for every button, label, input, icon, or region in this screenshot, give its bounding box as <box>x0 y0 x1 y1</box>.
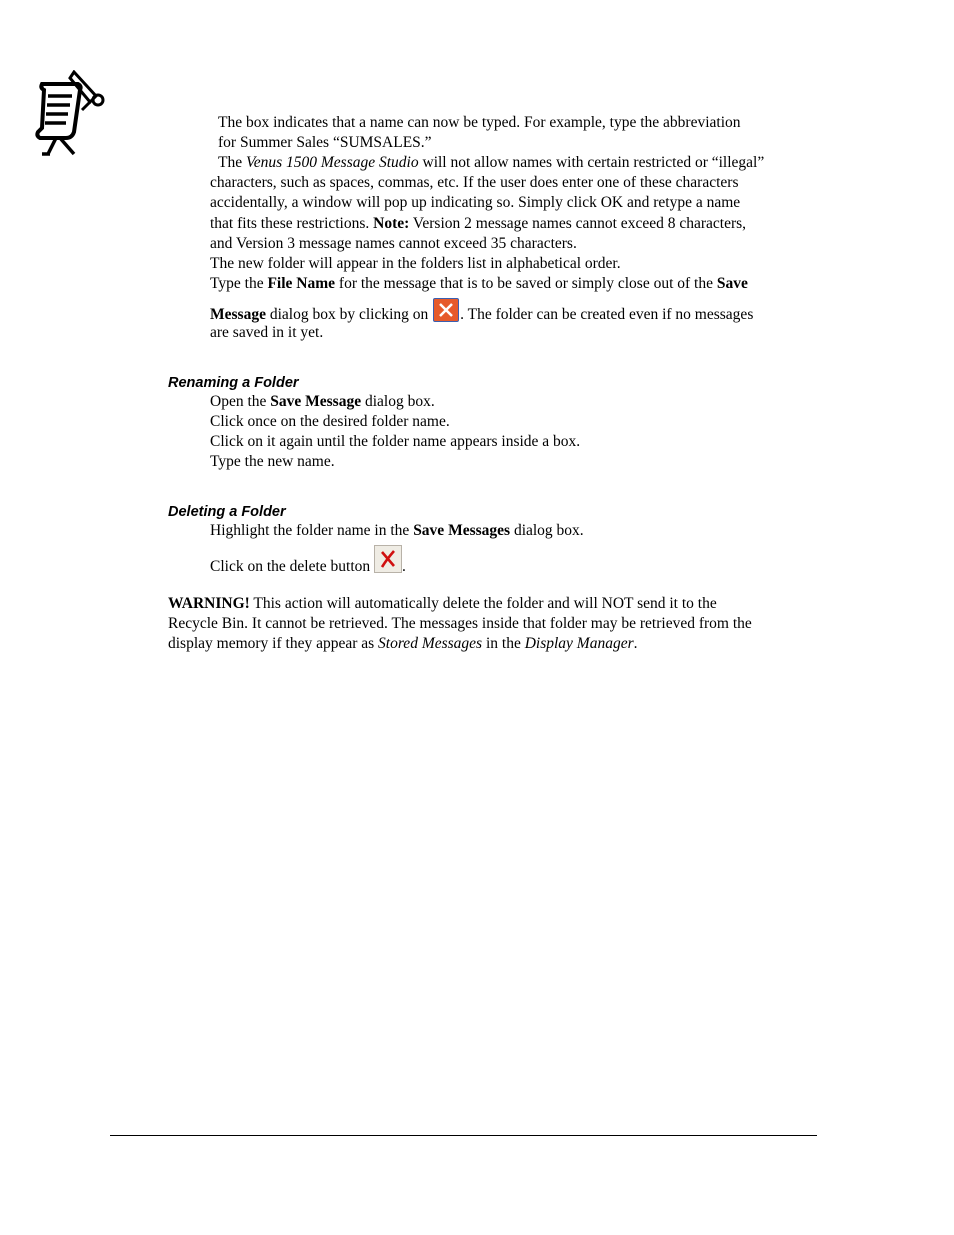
intro-line: Message dialog box by clicking on . The folder can be created even if no messages <box>210 298 753 325</box>
footer-rule <box>110 1135 817 1136</box>
renaming-heading: Renaming a Folder <box>168 375 299 391</box>
warning-line: display memory if they appear as Stored Messages in the Display Manager. <box>168 635 638 652</box>
renaming-step: Type the new name. <box>210 453 335 470</box>
note-scroll-icon <box>34 70 108 158</box>
intro-line: are saved in it yet. <box>210 324 324 341</box>
renaming-step: Click on it again until the folder name appears inside a box. <box>210 433 581 450</box>
intro-line: The Venus 1500 Message Studio will not allow names with certain restricted or “illegal” <box>218 154 765 171</box>
intro-line: for Summer Sales “SUMSALES.” <box>218 134 432 151</box>
warning-line: WARNING! This action will automatically delete the folder and will NOT send it to the <box>168 595 717 612</box>
renaming-step: Open the Save Message dialog box. <box>210 393 435 410</box>
intro-line: and Version 3 message names cannot exceed 35 characters. <box>210 235 577 252</box>
deleting-step: Click on the delete button . <box>210 545 406 577</box>
intro-line: Type the File Name for the message that is to be saved or simply close out of the Save <box>210 275 748 292</box>
intro-line: The new folder will appear in the folders list in alphabetical order. <box>210 255 621 272</box>
delete-icon <box>374 545 402 573</box>
renaming-step: Click once on the desired folder name. <box>210 413 450 430</box>
close-button-icon <box>433 298 459 322</box>
intro-line: that fits these restrictions. Note: Version 2 message names cannot exceed 8 characters, <box>210 215 747 232</box>
intro-line: characters, such as spaces, commas, etc. If the user does enter one of these characters <box>210 174 739 191</box>
deleting-step: Highlight the folder name in the Save Messages dialog box. <box>210 522 584 539</box>
deleting-heading: Deleting a Folder <box>168 504 286 520</box>
intro-line: accidentally, a window will pop up indicating so. Simply click OK and retype a name <box>210 194 741 211</box>
warning-line: Recycle Bin. It cannot be retrieved. The messages inside that folder may be retrieved from the <box>168 615 752 632</box>
intro-line: The box indicates that a name can now be typed. For example, type the abbreviation <box>218 114 741 131</box>
